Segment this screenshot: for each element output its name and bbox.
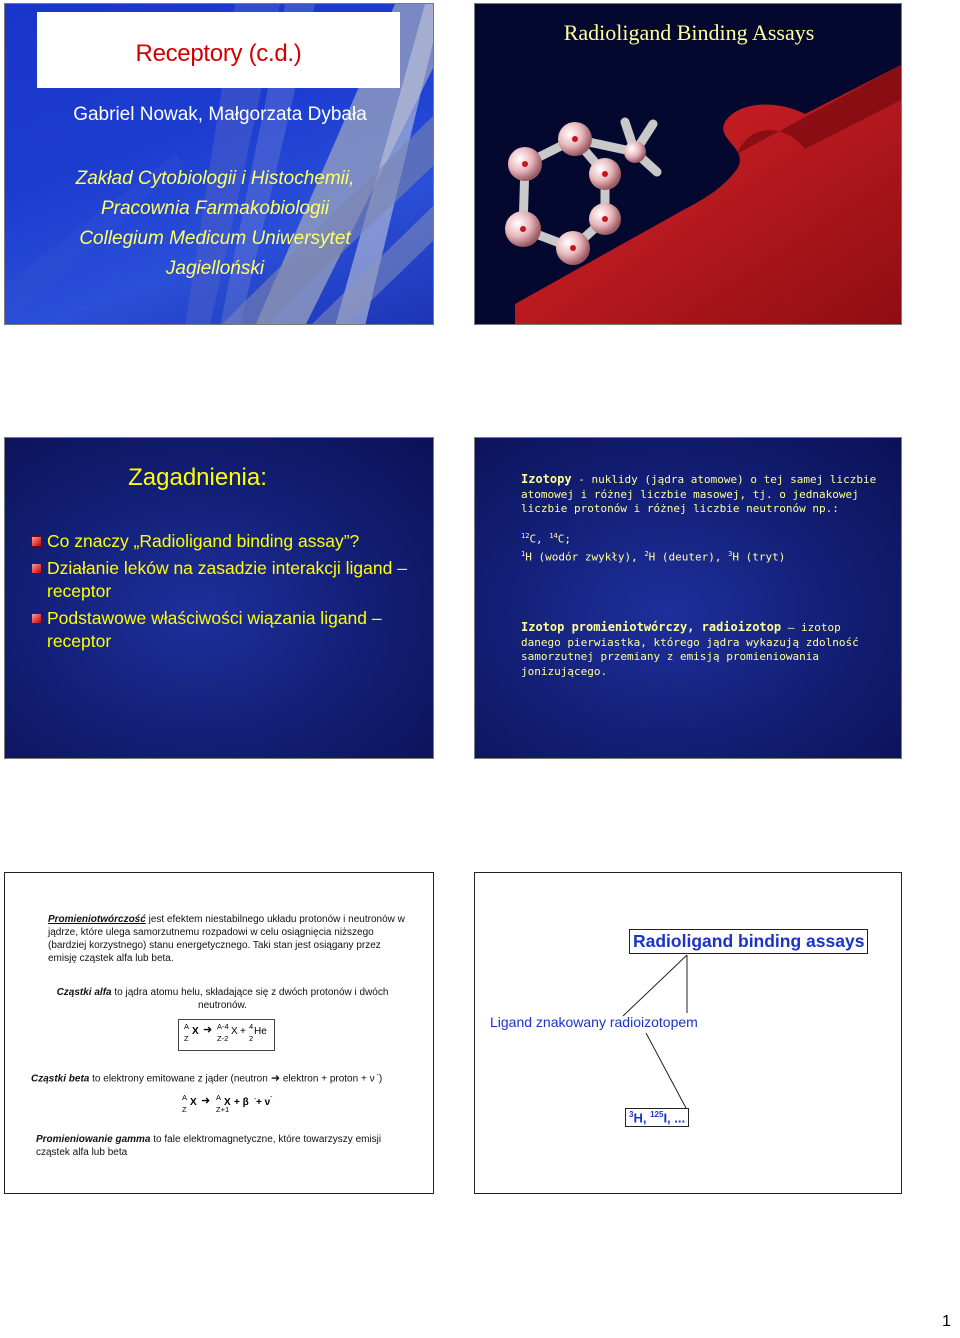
institution-line: Zakład Cytobiologii i Histochemii,: [75, 168, 355, 189]
eq-sub: Z: [182, 1105, 187, 1114]
eq-sub: Z-2: [217, 1034, 229, 1043]
square-bullet-icon: [31, 563, 42, 574]
slide-4-isotopes: [474, 437, 902, 759]
list-item: [31, 557, 426, 603]
eq-sup: A-4: [217, 1022, 229, 1031]
slide-heading: Zagadnienia:: [128, 464, 267, 491]
element-symbol: C;: [557, 532, 571, 546]
element-symbol: H,: [633, 1110, 651, 1126]
mass-number: 3: [728, 550, 733, 559]
paragraph-text: to jądra atomu helu, składające się z dwóch protonów i dwóch neutronów.: [111, 987, 389, 1011]
eq-symbol: He: [254, 1026, 267, 1037]
definition-text: - nuklidy (jądra atomowe) o tej samej liczbie atomowej i różnej liczbie masowej, tj. o jednakowej liczbie protonów i różnej liczbie neutronów np.:: [521, 473, 877, 515]
slide-title: Radioligand binding assays: [629, 929, 868, 954]
paragraph-text: ): [378, 1073, 383, 1085]
slide-title: Radioligand Binding Assays: [563, 20, 815, 45]
element-text: H (wodór zwykły),: [525, 550, 645, 564]
term: Promieniowanie gamma: [36, 1134, 151, 1145]
carbon-examples: [521, 529, 881, 547]
eq-sup: 4: [249, 1022, 254, 1031]
institution-line: Jagielloński: [165, 258, 265, 279]
mass-number: 3: [629, 1110, 634, 1119]
element-symbol: I, ...: [663, 1110, 686, 1126]
isotopes-definition: [521, 472, 881, 517]
slide-1-title: [4, 3, 434, 325]
title-box: [37, 12, 400, 88]
mass-number: 2: [644, 550, 649, 559]
arrow-right-icon: ➜: [203, 1024, 213, 1036]
radioactivity-paragraph: [48, 913, 408, 965]
mass-number: 12: [521, 532, 530, 540]
paragraph-text: to elektrony emitowane z jąder (neutron: [89, 1073, 268, 1085]
eq-plus: +: [240, 1026, 246, 1037]
square-bullet-icon: [31, 613, 42, 624]
isotope-examples: [625, 1108, 689, 1127]
beta-paragraph: [31, 1069, 431, 1085]
term: Cząstki alfa: [56, 987, 112, 998]
eq-term: + β: [234, 1097, 249, 1108]
list-item-text: Podstawowe właściwości wiązania ligand – receptor: [47, 608, 382, 651]
eq-sup: -: [270, 1092, 273, 1101]
receptor-ligand-illustration: [475, 4, 902, 325]
definition-text: – izotop danego pierwiastka, którego jądra wykazują zdolność samorzutnej przemiany z emisją promieniowania jonizującego.: [521, 621, 859, 678]
mass-number: 14: [549, 532, 558, 540]
element-text: H (tryt): [732, 550, 786, 564]
term: Izotop promieniotwórczy, radioizotop: [521, 620, 782, 634]
eq-sup: A: [216, 1093, 222, 1102]
list-item-text: Co znaczy „Radioligand binding assay”?: [47, 531, 360, 551]
connector-lines: [475, 873, 902, 1194]
isotope-examples: [521, 529, 881, 565]
radioisotope-definition: [521, 620, 881, 679]
term: Promieniotwórczość: [48, 914, 146, 925]
eq-sub: Z: [184, 1034, 189, 1043]
alpha-paragraph: [35, 986, 410, 1012]
paragraph-text: elektron + proton + ν: [280, 1073, 375, 1085]
arrow-right-icon: ➜: [267, 1072, 281, 1085]
list-item: [31, 607, 426, 653]
paragraph-text: to fale elektromagnetyczne, które towarzyszy emisji cząstek alfa lub beta: [36, 1134, 382, 1158]
eq-symbol: X: [192, 1026, 199, 1037]
ligand-label: Ligand znakowany radioizotopem: [490, 1014, 698, 1030]
slide-5-radioactivity: [4, 872, 434, 1194]
alpha-decay-equation: [178, 1019, 275, 1051]
slide-3-agenda: [4, 437, 434, 759]
hydrogen-examples: [521, 547, 881, 565]
superscript: -: [374, 1072, 379, 1079]
eq-sup: A: [182, 1093, 188, 1102]
element-text: H (deuter),: [648, 550, 729, 564]
square-bullet-icon: [31, 536, 42, 547]
institution-line: Pracownia Farmakobiologii: [100, 198, 330, 219]
eq-sub: 2: [249, 1034, 254, 1043]
slide-6-radioligand-assays: [474, 872, 902, 1194]
eq-symbol: X: [224, 1097, 231, 1108]
list-item: [31, 530, 426, 553]
term: Cząstki beta: [31, 1073, 90, 1085]
agenda-list: [31, 530, 426, 657]
paragraph-text: jest efektem niestabilnego układu protonów i neutronów w jądrze, które ulega samorzutnemu rozpadowi w celu osiągnięcia niższego (bardziej korzystnego) stanu energetycznego. Taki stan jest osiągany przez emisję cząstek alfa lub beta.: [48, 914, 405, 964]
eq-sup: A: [184, 1022, 190, 1031]
gamma-paragraph: [36, 1133, 416, 1159]
element-symbol: C,: [529, 532, 550, 546]
eq-symbol: X: [190, 1097, 197, 1108]
institution: [25, 164, 405, 284]
term: Izotopy: [521, 472, 572, 486]
eq-sup: -: [254, 1094, 257, 1103]
mass-number: 125: [650, 1110, 664, 1119]
arrow-right-icon: ➜: [201, 1095, 211, 1107]
page-number: 1: [942, 1313, 951, 1330]
beta-decay-equation: [177, 1091, 277, 1121]
list-item-text: Działanie leków na zasadzie interakcji ligand – receptor: [47, 558, 407, 601]
eq-sub: Z+1: [216, 1105, 230, 1114]
mass-number: 1: [521, 550, 526, 559]
institution-line: Collegium Medicum Uniwersytet: [79, 228, 351, 249]
slide-2-radioligand-image: [474, 3, 902, 325]
eq-term: + ν: [256, 1097, 271, 1108]
eq-symbol: X: [231, 1026, 238, 1037]
slide-title: Receptory (c.d.): [135, 40, 302, 67]
authors: Gabriel Nowak, Małgorzata Dybała: [73, 104, 367, 125]
